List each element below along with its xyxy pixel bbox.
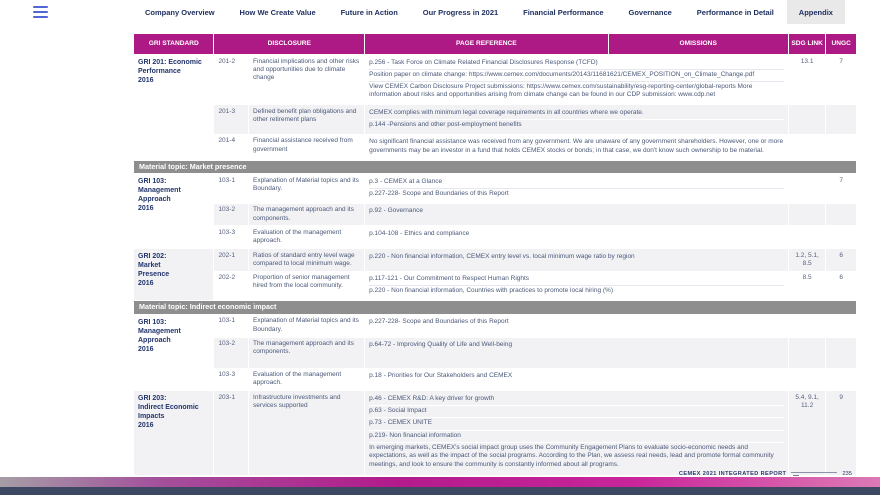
page-reference-cell	[365, 174, 788, 203]
page-reference-entry: p.3 - CEMEX at a Glance	[369, 177, 784, 189]
nav-tab-our-progress-in-2021[interactable]: Our Progress in 2021	[422, 7, 499, 17]
menu-icon-bar	[33, 6, 48, 8]
nav-tab-how-we-create-value[interactable]: How We Create Value	[239, 7, 316, 17]
sdg-link-cell: 5.4, 9.1, 11.2	[789, 391, 826, 475]
disclosure-description: Evaluation of the management approach.	[249, 369, 364, 391]
disclosure-code: 103-2	[214, 204, 248, 226]
sdg-link-cell	[789, 204, 826, 226]
disclosure-code: 202-2	[214, 272, 248, 301]
disclosure-code: 201-3	[214, 105, 248, 134]
disclosure-code: 103-3	[214, 369, 248, 391]
ungc-cell: 6	[826, 272, 856, 301]
page-reference-cell	[365, 135, 788, 160]
sdg-link-cell	[789, 338, 826, 368]
disclosure-description: The management approach and its components.	[249, 204, 364, 226]
page-reference-entry: In emerging markets, CEMEX's social impact group uses the Community Engagement Plans to evaluate socio-economic needs and expectations, as well as the impact of the social programs. According to the Plan, we assess real needs, lead and promote formal community meetings, and look to ensure the community is constantly informed about all programs.	[369, 443, 774, 468]
page-reference-entry: No significant financial assistance was received from any government. We are unaware of any government shareholders. However, one or more governments may be an investor in a fund that holds CEMEX stocks or bonds; in that case, we don't know such ownership to be material.	[369, 138, 784, 154]
table-row-103-3	[134, 369, 856, 391]
page-reference-entry: p.63 - Social Impact	[369, 406, 784, 418]
header-page-reference: PAGE REFERENCE	[365, 34, 607, 54]
sdg-link-cell: 8.5	[789, 272, 826, 301]
sdg-link-cell: 1.2, 5.1, 8.5	[789, 249, 826, 271]
header-omissions: OMISSIONS	[609, 34, 788, 54]
nav-tab-company-overview[interactable]: Company Overview	[145, 7, 215, 17]
gri-standard-line: Market	[138, 262, 161, 270]
disclosure-code: 201-4	[214, 135, 248, 160]
disclosure-code: 103-2	[214, 338, 248, 368]
disclosure-description: Proportion of senior management hired from the local community.	[249, 272, 364, 301]
nav-tabs	[133, 0, 845, 24]
page-reference-cell	[365, 226, 788, 248]
page-reference-entry: p.256 - Task Force on Climate Related Financial Disclosures Response (TCFD)	[369, 58, 784, 70]
gri-standard-cell	[134, 174, 213, 248]
sdg-link-cell	[789, 315, 826, 337]
header-gri-standard: GRI STANDARD	[134, 34, 213, 54]
page-reference-entry: p.46 - CEMEX R&D: A key driver for growth	[369, 394, 784, 406]
top-navbar	[0, 0, 880, 26]
nav-tab-performance-in-detail[interactable]: Performance in Detail	[696, 7, 774, 17]
gri-standard-line: GRI 103:	[138, 318, 167, 326]
page-reference-cell	[365, 204, 788, 226]
gri-standard-line: Approach	[138, 196, 171, 204]
gri-standard-line: Presence	[138, 271, 170, 279]
ungc-cell: 7	[826, 174, 856, 203]
page-reference-entry: p.227-228- Scope and Boundaries of this Report	[369, 318, 509, 326]
gri-content-index-table	[133, 33, 857, 476]
ungc-cell	[826, 204, 856, 226]
page-reference-entry: p.220 - Non financial information, CEMEX entry level vs. local minimum wage ratio by region	[369, 252, 635, 260]
gri-standard-line: Management	[138, 187, 181, 195]
page-reference-cell	[365, 105, 788, 134]
material-topic-band	[134, 161, 856, 174]
header-ungc: UNGC	[826, 34, 856, 54]
material-topic-label: Material topic: Market presence	[134, 161, 856, 174]
page-reference-entry: p.92 - Governance	[369, 207, 423, 215]
header-sdg-link: SDG LINK	[789, 34, 826, 54]
ungc-cell	[826, 135, 856, 160]
material-topic-label: Material topic: Indirect economic impact	[134, 301, 856, 314]
gri-standard-cell	[134, 55, 213, 160]
page-reference-cell	[365, 55, 788, 104]
report-title: CEMEX 2021 INTEGRATED REPORT	[678, 471, 787, 477]
gri-standard-cell	[134, 249, 213, 300]
gri-standard-line: 2016	[138, 422, 154, 430]
sdg-link-cell	[789, 135, 826, 160]
menu-icon-bar	[33, 16, 48, 18]
disclosure-code: 202-1	[214, 249, 248, 271]
page-reference-entry: View CEMEX Carbon Disclosure Project submissions: https://www.cemex.com/sustainability/esg-reporting-center/global-reports More information about risks and opportunities arising from climate change can be found in our CDP submission: www.cdp.net	[369, 83, 753, 99]
page-reference-cell	[365, 369, 788, 391]
menu-icon[interactable]	[33, 6, 48, 18]
disclosure-description: Evaluation of the management approach.	[249, 226, 364, 248]
disclosure-code: 203-1	[214, 391, 248, 475]
table-row-103-3	[134, 226, 856, 248]
table-row-201-4	[134, 135, 856, 160]
page-reference-entry: p.144 -Pensions and other post-employment benefits	[369, 121, 522, 129]
page-reference-entry: p.117-121 - Our Commitment to Respect Human Rights	[369, 274, 784, 286]
ungc-cell	[826, 226, 856, 248]
page-reference-entry: p.104-108 - Ethics and compliance	[369, 229, 470, 237]
disclosure-description: Ratios of standard entry level wage compared to local minimum wage.	[249, 249, 364, 271]
page-reference-cell	[365, 272, 788, 301]
table-row-203-1	[134, 391, 856, 475]
gri-standard-line: Indirect Economic	[138, 404, 199, 412]
page-reference-entry: p.64-72 - Improving Quality of Life and Well-being	[369, 341, 513, 349]
sdg-link-cell	[789, 105, 826, 134]
page-reference-entry: p.220 - Non financial information, Countries with practices to promote local hiring (%)	[369, 287, 614, 295]
page-reference-entry: p.227-228- Scope and Boundaries of this Report	[369, 189, 509, 197]
menu-icon-bar	[33, 11, 48, 13]
sdg-link-cell	[789, 226, 826, 248]
page-reference-cell	[365, 338, 788, 368]
gri-standard-cell	[134, 391, 213, 475]
ungc-cell	[826, 315, 856, 337]
gri-standard-line: GRI 103:	[138, 178, 167, 186]
ungc-cell: 9	[826, 391, 856, 475]
page-reference-cell	[365, 391, 788, 475]
ungc-cell	[826, 105, 856, 134]
page-reference-cell	[365, 315, 788, 337]
material-topic-band	[134, 301, 856, 314]
bottom-dark-bar	[0, 487, 880, 495]
page-reference-entry: CEMEX complies with minimum legal coverage requirements in all countries where we operate.	[369, 108, 784, 120]
header-disclosure: DISCLOSURE	[214, 34, 364, 54]
ungc-cell: 7	[826, 55, 856, 104]
ungc-cell	[826, 369, 856, 391]
disclosure-description: Defined benefit plan obligations and other retirement plans	[249, 105, 364, 134]
nav-tab-future-in-action[interactable]: Future in Action	[340, 7, 398, 17]
gri-standard-line: Management	[138, 328, 181, 335]
gri-standard-line: Performance	[138, 68, 181, 76]
table-row-103-1	[134, 315, 856, 337]
disclosure-code: 201-2	[214, 55, 248, 104]
disclosure-code: 103-1	[214, 174, 248, 203]
ungc-cell: 6	[826, 249, 856, 271]
gri-standard-line: Impacts	[138, 413, 165, 421]
disclosure-description: Explanation of Material topics and its Boundary.	[249, 174, 364, 203]
disclosure-description: Explanation of Material topics and its Boundary.	[249, 315, 364, 337]
page-reference-entry: Position paper on climate change: https://www.cemex.com/documents/20143/11681621/CEMEX_POSITION_on_Climate_Change.pdf	[369, 70, 784, 82]
gri-standard-line: GRI 201: Economic	[138, 59, 202, 66]
nav-tab-appendix[interactable]: Appendix	[787, 0, 845, 24]
nav-tab-governance[interactable]: Governance	[628, 7, 672, 17]
gri-standard-line: Approach	[138, 337, 171, 345]
gri-standard-cell	[134, 315, 213, 390]
page-reference-entry: p.18 - Priorities for Our Stakeholders and CEMEX	[369, 372, 513, 380]
disclosure-description: Infrastructure investments and services supported	[249, 391, 364, 475]
page-reference-cell	[365, 249, 788, 271]
disclosure-description: The management approach and its components.	[249, 338, 364, 368]
sdg-link-cell	[789, 369, 826, 391]
gri-standard-line: GRI 202:	[138, 253, 167, 261]
sdg-link-cell: 13.1	[789, 55, 826, 104]
table-row-202-1	[134, 249, 856, 271]
page-reference-entry: p.219- Non financial information	[369, 431, 784, 443]
disclosure-description: Financial assistance received from government	[249, 135, 364, 160]
gri-standard-line: GRI 203:	[138, 395, 167, 403]
sdg-link-cell	[789, 174, 826, 203]
page-number: 235	[842, 471, 852, 477]
disclosure-description: Financial implications and other risks and opportunities due to climate change	[249, 55, 364, 104]
ungc-cell	[826, 338, 856, 368]
table-row-103-2	[134, 338, 856, 368]
gri-standard-line: 2016	[138, 77, 154, 85]
table-header-row	[134, 34, 856, 54]
gri-standard-line: 2016	[138, 205, 154, 213]
table-row-202-2	[134, 272, 856, 301]
table-row-103-2	[134, 204, 856, 226]
gri-standard-line: 2016	[138, 280, 154, 288]
bottom-gradient-bar	[0, 477, 880, 487]
disclosure-code: 103-3	[214, 226, 248, 248]
gri-standard-line: 2016	[138, 346, 154, 354]
page-reference-entry: p.73 - CEMEX UNITE	[369, 418, 784, 430]
table-row-103-1	[134, 174, 856, 203]
footer-progress-line	[791, 472, 837, 476]
disclosure-code: 103-1	[214, 315, 248, 337]
nav-tab-financial-performance[interactable]: Financial Performance	[523, 7, 604, 17]
table-row-201-2	[134, 55, 856, 104]
table-row-201-3	[134, 105, 856, 134]
